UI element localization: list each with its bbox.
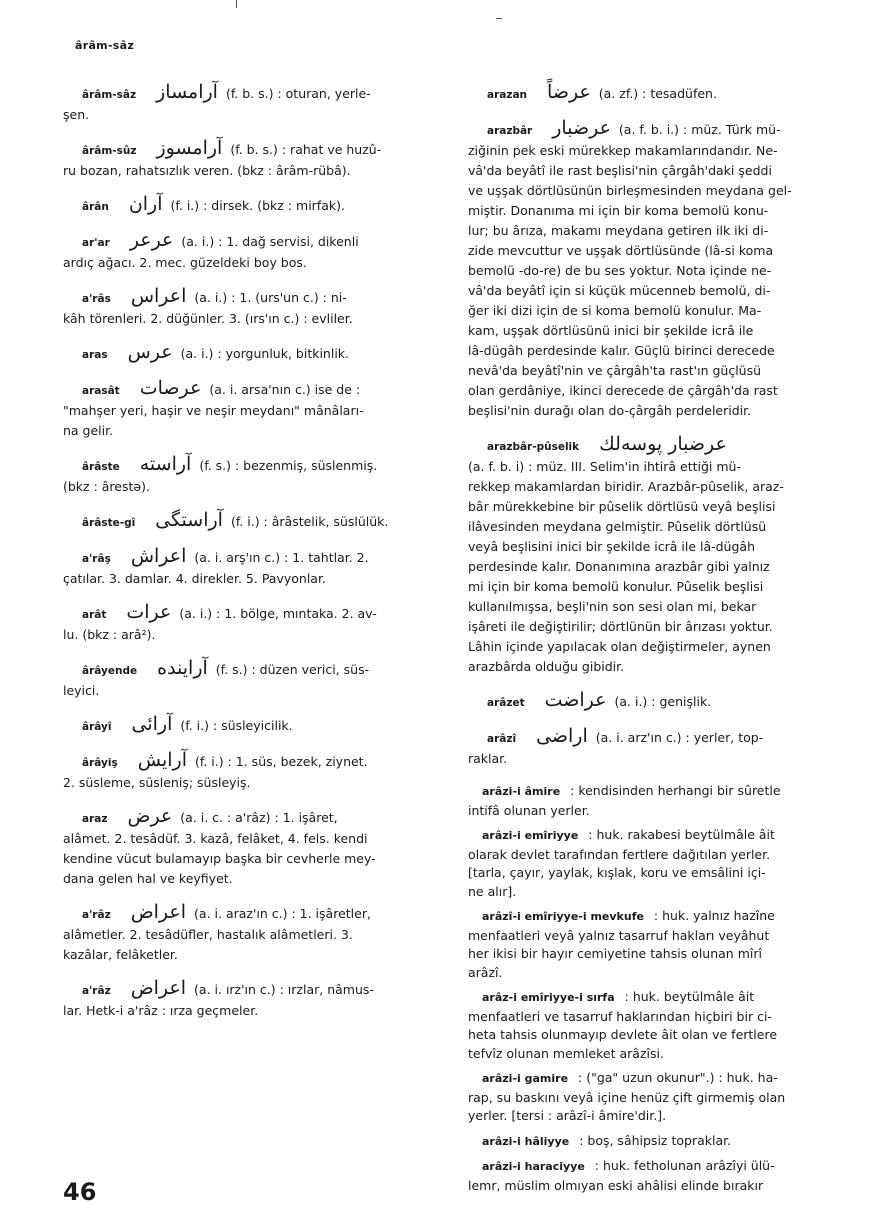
definition-line: mi için bir koma bemolü konulur. Pûselik beşlisi (468, 579, 764, 594)
dictionary-entry (63, 454, 443, 497)
dictionary-entry (468, 118, 820, 421)
entry-head (468, 434, 820, 457)
headword: ârân (82, 201, 109, 213)
dictionary-entry (468, 82, 820, 105)
entry-head (63, 546, 443, 569)
right-column-entries (468, 82, 820, 769)
right-column (468, 82, 820, 1201)
definition-line: olan gerdâniye, ikinci derecede de çârgâh'da rast (468, 383, 778, 398)
subentry-first-line: arâzi-i hâliyye : boş, sâhipsiz topraklar. (482, 1132, 732, 1148)
headword: arazan (487, 89, 528, 101)
definition-start: (a. i. ırz'ın c.) : ırzlar, nâmus- (194, 982, 374, 997)
dictionary-entry (63, 978, 443, 1021)
definition-line: bemolü -do-re) de bu ses yoktur. Nota içinde ne- (468, 263, 772, 278)
dictionary-entry (63, 194, 443, 217)
headword: ar'ar (82, 237, 110, 249)
definition-line: lâ-dügâh perdesinde kalır. Güçlü birinci derecede (468, 343, 775, 358)
definition-start: (a. i.) : genişlik. (614, 694, 712, 709)
subentry-term: arâzi-i haraciyye (482, 1160, 585, 1173)
arabic-script: عرعر (129, 229, 174, 251)
dictionary-entry (63, 510, 443, 533)
definition-start: (f. i.) : süsleyicilik. (180, 718, 293, 733)
headword: arazbâr-pûselik (487, 441, 580, 453)
arabic-script: عرس (127, 341, 173, 363)
entry-head (63, 230, 443, 253)
subentry-line: her ikisi bir hayır cemiyetine tahsis olunan mîrî (468, 946, 762, 961)
entry-head (63, 342, 443, 365)
headword: a'râş (82, 553, 111, 565)
dictionary-entry (63, 546, 443, 589)
entry-head (468, 690, 820, 713)
headword: arasât (82, 385, 120, 397)
dictionary-entry (468, 690, 820, 713)
definition-start: (a. i.) : 1. bölge, mıntaka. 2. av- (179, 606, 377, 621)
definition-start: (a. i.) : 1. (urs'un c.) : ni- (194, 290, 347, 305)
subentry (468, 988, 820, 1063)
entry-head (63, 378, 443, 401)
definition-line: rekkep makamlardan biridir. Arazbâr-pûselik, araz- (468, 479, 784, 494)
entry-head (63, 902, 443, 925)
dictionary-entry (63, 750, 443, 793)
headword: ârâyî (82, 721, 112, 733)
headword: a'râz (82, 985, 111, 997)
subentries (468, 782, 820, 1195)
subentry-first-line: arâzi-i âmire : kendisinden herhangi bir sûretle (482, 783, 781, 798)
definition-line: ilâvesinden meydana gelmiştir. Pûselik dörtlüsü (468, 519, 767, 534)
entry-head (63, 750, 443, 773)
definition-line: kullanılmışsa, beşli'nin son sesi olan mi, bekar (468, 599, 757, 614)
entry-head (63, 454, 443, 477)
definition-line: lar. Hetk-i a'râz : ırza geçmeler. (63, 1003, 259, 1018)
entry-head (63, 194, 443, 217)
definition-line: zide mevcuttur ve uşşak dörtlüsünde (lâ-si koma (468, 243, 774, 258)
arabic-script: آرامسوز (156, 137, 223, 159)
arabic-script: اراضى (536, 725, 588, 747)
page-mark (236, 0, 237, 8)
arabic-script: عرضاً (547, 81, 591, 103)
definition-line: lur; bu ârıza, makamı meydana getiren ilk iki di- (468, 223, 769, 238)
subentry (468, 826, 820, 901)
definition-line: alâmetler. 2. tesâdüfler, hastalık alâmetleri. 3. (63, 927, 353, 942)
subentry-line: arâzî. (468, 964, 503, 980)
dictionary-entry (63, 82, 443, 125)
subentry-term: arâzi-i âmire (482, 785, 561, 798)
entry-head (63, 510, 443, 533)
entry-head (468, 82, 820, 105)
definition-line: ardıç ağacı. 2. mec. güzeldeki boy bos. (63, 255, 307, 270)
headword: aras (82, 349, 108, 361)
definition-line: nevâ'da beyâtî'nin ve çârgâh'ta rast'ın güçlüsü (468, 363, 762, 378)
subentry-term: arâz-i emîriyye-i sırfa (482, 991, 615, 1004)
headword: a'râs (82, 293, 111, 305)
subentry-line: rap, su baskını veyâ içine henüz çift girmemiş olan (468, 1089, 786, 1105)
subentry-text: huk. fetholunan arâzîyi ülü- (602, 1158, 775, 1173)
subentry-line: olarak devlet tarafından fertlere dağıtılan yerler. (468, 846, 771, 862)
definition-line: beşlisi'nin durağı olan do-çârgâh perdeleridir. (468, 403, 752, 418)
definition-line: (bkz : ârestə). (63, 479, 150, 494)
entry-head (63, 138, 443, 161)
subentry-first-line: arâzî-i emîriyye-i mevkufe : huk. yalnız hazîne (482, 908, 775, 923)
subentry-text: huk. rakabesi beytülmâle âit (596, 827, 775, 842)
arabic-script: آران (128, 193, 163, 215)
definition-line: (a. f. b. i) : müz. III. Selim'in ihtirâ ettiği mü- (468, 459, 741, 474)
arabic-script: آراسته (139, 453, 192, 475)
arabic-script: اعراس (130, 285, 187, 307)
subentry-term: arâzî-i emîriyye-i mevkufe (482, 910, 644, 923)
arabic-script: عرضبار (552, 117, 611, 139)
definition-start: (a. i. arz'ın c.) : yerler, top- (595, 730, 764, 745)
headword: arâzî (487, 733, 517, 745)
subentry-line: [tarla, çayır, yaylak, kışlak, koru ve emsâlini içi- (468, 865, 766, 880)
dictionary-entry (63, 342, 443, 365)
definition-line: miştir. Donanıma mi için bir koma bemolü konu- (468, 203, 769, 218)
subentry-line: menfaatleri veyâ yalnız tasarruf hakları veyâhut (468, 927, 770, 943)
arabic-script: آرايش (137, 749, 187, 771)
headword: arâzet (487, 697, 525, 709)
definition-start: (f. b. s.) : rahat ve huzû- (230, 142, 382, 157)
arabic-script: اعراش (130, 545, 187, 567)
subentry-term: arâzi-i emîriyye (482, 829, 579, 842)
running-head: ârâm-sâz (75, 39, 135, 52)
subentry-line: lemr, müslim olmıyan eski ahâlisi elinde bırakır (468, 1177, 764, 1193)
definition-line: ğer iki dizi için de si koma bemolü konulur. Ma- (468, 303, 762, 318)
arabic-script: آراينده (157, 657, 208, 679)
arabic-script: آراستگى (155, 509, 223, 531)
headword: araz (82, 813, 108, 825)
subentry-line: ne alır]. (468, 883, 517, 899)
definition-line: na gelir. (63, 423, 114, 438)
subentry-first-line: arâzi-i haraciyye : huk. fetholunan arâzîyi ülü- (482, 1158, 775, 1173)
definition-line: kâh törenleri. 2. düğünler. 3. (ırs'ın c.) : evliler. (63, 311, 353, 326)
definition-line: Lâhin içinde yapılacak olan değiştirmeler, aynen (468, 639, 771, 654)
subentry (468, 1069, 820, 1126)
entry-head (63, 286, 443, 309)
definition-line: kazâlar, felâketler. (63, 947, 178, 962)
dictionary-entry (63, 602, 443, 645)
definition-line: vâ'da beyâtî ile rast beşlisi'nin çârgâh'daki şeddi (468, 163, 772, 178)
definition-start: (a. i. araz'ın c.) : 1. işâretler, (194, 906, 371, 921)
entry-head (63, 714, 443, 737)
definition-start: (a. i. arş'ın c.) : 1. tahtlar. 2. (194, 550, 369, 565)
definition-start: (a. f. b. i.) : müz. Türk mü- (618, 122, 781, 137)
dictionary-entry (63, 286, 443, 329)
dictionary-entry (63, 138, 443, 181)
dictionary-entry (63, 806, 443, 889)
arabic-script: آرائى (131, 713, 173, 735)
dictionary-entry (63, 902, 443, 965)
headword: ârâyende (82, 665, 138, 677)
definition-start: (a. zf.) : tesadüfen. (598, 86, 717, 101)
definition-line: perdesinde kalır. Donanımına arazbâr gibi yalnız (468, 559, 770, 574)
dictionary-entry (63, 714, 443, 737)
arabic-script: عرضبار پوسه‌لك (599, 433, 727, 455)
definition-start: (a. i. arsa'nın c.) ise de : (209, 382, 361, 397)
arabic-script: عراضت (544, 689, 607, 711)
dictionary-entry (468, 434, 820, 677)
headword: ârâste (82, 461, 120, 473)
headword: arât (82, 609, 107, 621)
definition-line: lu. (bkz : arâ²). (63, 627, 156, 642)
subentry-text: ("ga" uzun okunur".) : huk. ha- (586, 1070, 778, 1085)
subentry (468, 782, 820, 820)
subentry-first-line: arâzi-i gamire : ("ga" uzun okunur".) : huk. ha- (482, 1070, 778, 1085)
subentry-line: intifâ olunan yerler. (468, 802, 590, 818)
entry-head (468, 726, 820, 749)
arabic-script: عرض (127, 805, 173, 827)
subentry (468, 1157, 820, 1195)
definition-line: şen. (63, 107, 90, 122)
definition-line: arazbârda olduğu gibidir. (468, 659, 625, 674)
definition-line: kam, uşşak dörtlüsünü inici bir şekilde icrâ ile (468, 323, 754, 338)
definition-line: çatılar. 3. damlar. 4. direkler. 5. Pavyonlar. (63, 571, 326, 586)
entry-head (63, 602, 443, 625)
headword: ârâm-sûz (82, 145, 137, 157)
definition-line: raklar. (468, 751, 508, 766)
subentry-term: arâzi-i gamire (482, 1072, 569, 1085)
subentry-line: yerler. [tersi : arâzî-i âmire'dir.]. (468, 1108, 667, 1123)
headword: arazbâr (487, 125, 533, 137)
definition-start: (f. i.) : dirsek. (bkz : mirfak). (170, 198, 345, 213)
definition-line: ru bozan, rahatsızlık veren. (bkz : ârâm-rübâ). (63, 163, 351, 178)
definition-line: alâmet. 2. tesâdüf. 3. kazâ, felâket, 4. fels. kendi (63, 831, 368, 846)
arabic-script: آرامساز (156, 81, 218, 103)
definition-start: (a. i.) : 1. dağ servisi, dikenli (181, 234, 359, 249)
subentry-text: kendisinden herhangi bir sûretle (578, 783, 781, 798)
headword: ârâm-sâz (82, 89, 137, 101)
arabic-script: عرات (126, 601, 172, 623)
arabic-script: اعراض (130, 901, 187, 923)
entry-head (63, 978, 443, 1001)
page-mark (496, 18, 502, 19)
definition-line: kendine vücut bulamayıp başka bir cevherle mey- (63, 851, 376, 866)
dictionary-entry (63, 230, 443, 273)
arabic-script: اعراض (130, 977, 187, 999)
definition-line: bâr mürekkebine bir pûselik dörtlüsü veyâ beşlisi (468, 499, 776, 514)
definition-line: 2. süsleme, süsleniş; süsleyiş. (63, 775, 251, 790)
definition-line: leyici. (63, 683, 100, 698)
definition-line: "mahşer yeri, haşir ve neşir meydanı" mânâları- (63, 403, 364, 418)
definition-start: (f. s.) : düzen verici, süs- (215, 662, 370, 677)
subentry-line: tefvîz olunan memleket arâzîsi. (468, 1045, 664, 1061)
subentry-text: boş, sâhipsiz topraklar. (587, 1132, 732, 1148)
entry-head (63, 82, 443, 105)
definition-start: (a. i. c. : a'râz) : 1. işâret, (180, 810, 338, 825)
definition-line: veyâ beşlisini inici bir şekilde icrâ ile lâ-dügâh (468, 539, 755, 554)
entry-head (63, 806, 443, 829)
definition-start: (f. s.) : bezenmiş, süslenmiş. (199, 458, 378, 473)
subentry-text: huk. yalnız hazîne (662, 908, 775, 923)
page-number: 46 (63, 1178, 97, 1206)
subentry-line: heta tahsis olunmayıp devlete âit olan ve fertlere (468, 1027, 778, 1042)
subentry-text: huk. beytülmâle âit (632, 989, 755, 1004)
subentry (468, 907, 820, 982)
dictionary-entry (63, 378, 443, 441)
dictionary-entry (468, 726, 820, 769)
subentry-line: menfaatleri ve tasarruf haklarından hiçbiri bir ci- (468, 1008, 772, 1024)
definition-line: vâ'da beyâtî için si küçük mücenneb bemolü, di- (468, 283, 771, 298)
definition-start: (f. i.) : 1. süs, bezek, ziynet. (194, 754, 368, 769)
entry-head (63, 658, 443, 681)
definition-line: ve uşşak dörtlüsünün birleşmesinden meydana gel- (468, 183, 792, 198)
subentry-first-line: arâz-i emîriyye-i sırfa : huk. beytülmâle âit (482, 989, 755, 1004)
entry-head (468, 118, 820, 141)
definition-line: dana gelen hal ve keyfiyet. (63, 871, 233, 886)
definition-line: ziğinin pek eski mürekkep makamlarındandır. Ne- (468, 143, 778, 158)
headword: ârâste-gî (82, 517, 136, 529)
dictionary-entry (63, 658, 443, 701)
subentry-first-line: arâzi-i emîriyye : huk. rakabesi beytülmâle âit (482, 827, 775, 842)
definition-line: işâreti ile değiştirilir; dörtlünün bir ârızası yoktur. (468, 619, 773, 634)
headword: a'râz (82, 909, 111, 921)
subentry (468, 1132, 820, 1152)
definition-start: (f. i.) : ârâstelik, süslülük. (230, 514, 389, 529)
definition-start: (f. b. s.) : oturan, yerle- (225, 86, 371, 101)
headword: ârâyiş (82, 757, 118, 769)
definition-start: (a. i.) : yorgunluk, bitkinlik. (180, 346, 350, 361)
subentry-term: arâzi-i hâliyye (482, 1134, 570, 1148)
arabic-script: عرصات (139, 377, 202, 399)
left-column (63, 82, 443, 1034)
